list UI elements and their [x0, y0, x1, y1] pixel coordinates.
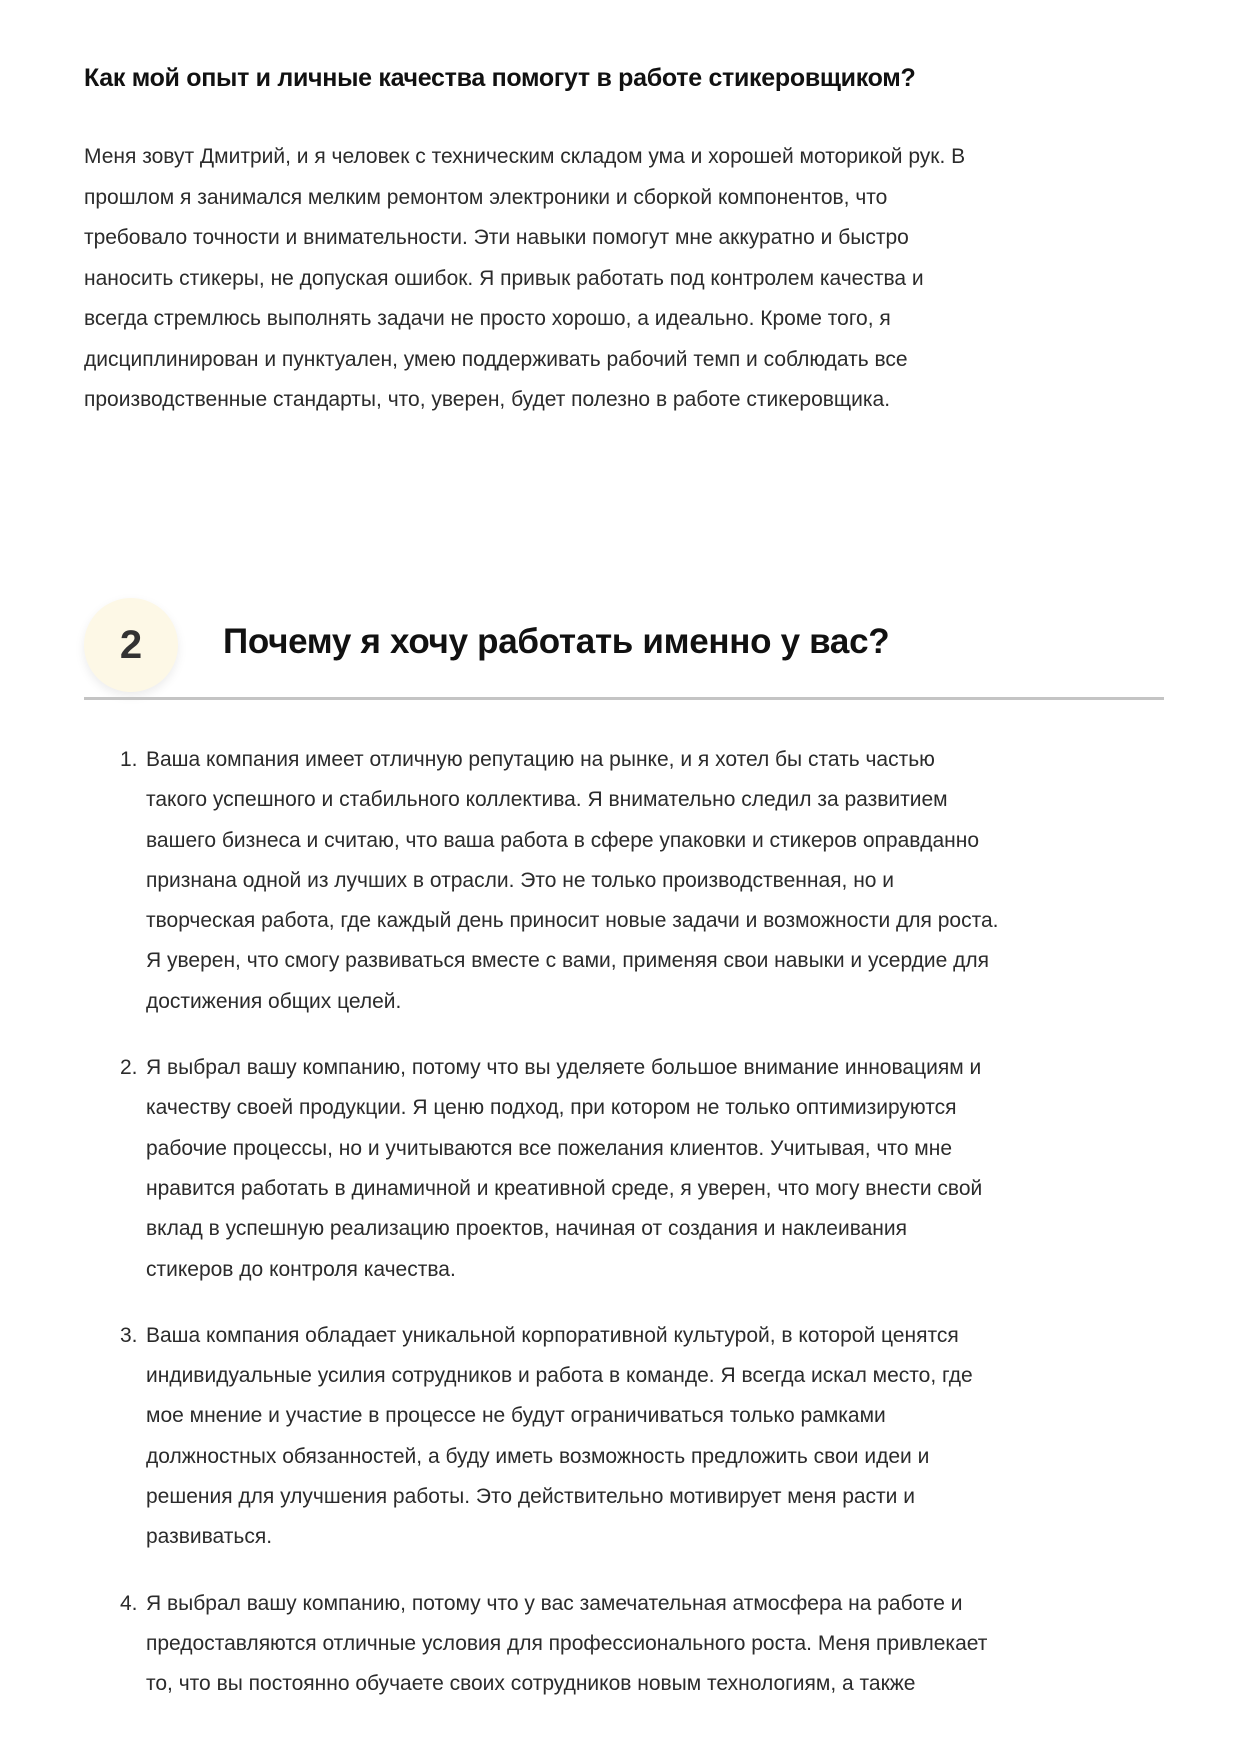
list-item-line: качеству своей продукции. Я ценю подход, при котором не только оптимизируются — [146, 1096, 957, 1120]
paragraph-line: Меня зовут Дмитрий, и я человек с техническим складом ума и хорошей моторикой рук. В — [84, 145, 966, 168]
list-item — [84, 1584, 1184, 1705]
list-item-line: индивидуальные усилия сотрудников и работа в команде. Я всегда искал место, где — [146, 1364, 973, 1388]
list-item-line: вклад в успешную реализацию проектов, начиная от создания и наклеивания — [146, 1217, 908, 1241]
list-item-number: 4. — [120, 1591, 138, 1615]
reasons-list — [84, 740, 1184, 1731]
paragraph-line: наносить стикеры, не допуская ошибок. Я привык работать под контролем качества и — [84, 266, 924, 290]
paragraph-line: дисциплинирован и пунктуален, умею поддерживать рабочий темп и соблюдать все — [84, 347, 908, 371]
list-item-number: 3. — [120, 1323, 138, 1347]
list-item — [84, 740, 1184, 1022]
paragraph-line: производственные стандарты, что, уверен, будет полезно в работе стикеровщика. — [84, 388, 891, 411]
list-item-line: Ваша компания имеет отличную репутацию на рынке, и я хотел бы стать частью — [146, 748, 935, 771]
paragraph-line: прошлом я занимался мелким ремонтом электроники и сборкой компонентов, что — [84, 185, 888, 209]
list-item-line: развиваться. — [146, 1525, 273, 1549]
list-item-line: такого успешного и стабильного коллектива. Я внимательно следил за развитием — [146, 788, 948, 812]
list-item-line: то, что вы постоянно обучаете своих сотрудников новым технологиям, а также — [146, 1672, 916, 1696]
list-item-line: признана одной из лучших в отрасли. Это не только производственная, но и — [146, 868, 895, 892]
list-item-line: Я выбрал вашу компанию, потому что у вас замечательная атмосфера на работе и — [146, 1591, 963, 1615]
list-item-line: должностных обязанностей, а буду иметь возможность предложить свои идеи и — [146, 1444, 930, 1468]
list-item — [84, 1048, 1184, 1290]
list-item-line: мое мнение и участие в процессе не будут ограничиваться только рамками — [146, 1404, 886, 1428]
section-title: Почему я хочу работать именно у вас? — [223, 622, 890, 661]
subheading: Как мой опыт и личные качества помогут в работе стикеровщиком? — [84, 64, 916, 92]
list-item-line: творческая работа, где каждый день приносит новые задачи и возможности для роста. — [146, 909, 999, 933]
paragraph-line: требовало точности и внимательности. Эти навыки помогут мне аккуратно и быстро — [84, 226, 909, 249]
paragraph-line: всегда стремлюсь выполнять задачи не просто хорошо, а идеально. Кроме того, я — [84, 307, 891, 330]
list-item-line: Ваша компания обладает уникальной корпоративной культурой, в которой ценятся — [146, 1323, 959, 1347]
list-item-line: решения для улучшения работы. Это действительно мотивирует меня расти и — [146, 1485, 915, 1509]
list-item-line: Я уверен, что смогу развиваться вместе с вами, применяя свои навыки и усердие для — [146, 949, 990, 973]
list-item-line: вашего бизнеса и считаю, что ваша работа в сфере упаковки и стикеров оправданно — [146, 828, 979, 852]
section-number-badge: 2 — [84, 598, 178, 692]
list-item-number: 1. — [120, 748, 138, 771]
list-item-line: предоставляются отличные условия для профессионального роста. Меня привлекает — [146, 1631, 988, 1655]
section-header — [84, 590, 1164, 700]
list-item-line: стикеров до контроля качества. — [146, 1257, 456, 1281]
list-item — [84, 1316, 1184, 1558]
list-item-number: 2. — [120, 1056, 138, 1080]
intro-paragraph — [84, 137, 965, 421]
list-item-line: Я выбрал вашу компанию, потому что вы уделяете большое внимание инновациям и — [146, 1056, 982, 1080]
list-item-line: нравится работать в динамичной и креативной среде, я уверен, что могу внести свой — [146, 1176, 983, 1200]
list-item-line: достижения общих целей. — [146, 989, 402, 1013]
section-divider — [84, 697, 1164, 700]
list-item-line: рабочие процессы, но и учитываются все пожелания клиентов. Учитывая, что мне — [146, 1136, 953, 1160]
